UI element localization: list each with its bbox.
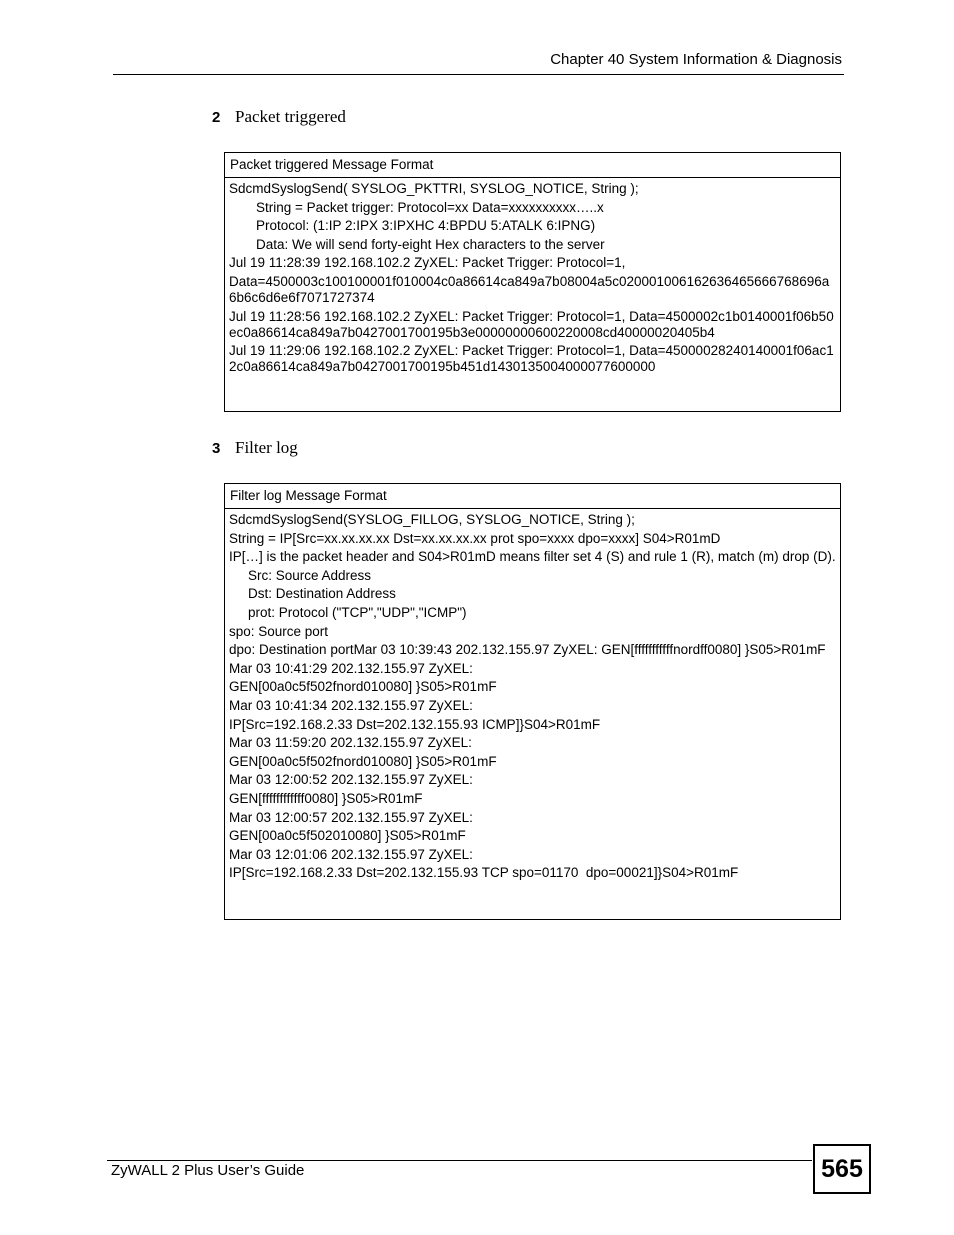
step-number: 3 <box>212 440 221 457</box>
table-line: IP[Src=192.168.2.33 Dst=202.132.155.93 ICMP]}S04>R01mF <box>229 716 601 732</box>
table-line: IP[Src=192.168.2.33 Dst=202.132.155.93 TCP spo=01170 dpo=00021]}S04>R01mF <box>229 865 739 881</box>
table-line: GEN[00a0c5f502010080] }S05>R01mF <box>229 828 466 844</box>
table-line: Data: We will send forty-eight Hex characters to the server <box>256 236 605 252</box>
table-line: String = IP[Src=xx.xx.xx.xx Dst=xx.xx.xx.xx prot spo=xxxx dpo=xxxx] S04>R01mD <box>229 530 721 546</box>
table-line: Mar 03 12:00:52 202.132.155.97 ZyXEL: <box>229 772 473 788</box>
guide-title: ZyWALL 2 Plus User’s Guide <box>111 1162 305 1179</box>
table-line: prot: Protocol ("TCP","UDP","ICMP") <box>248 604 467 620</box>
step-title: Packet triggered <box>235 107 346 126</box>
footer-divider <box>107 1160 812 1161</box>
table-line: GEN[00a0c5f502fnord010080] }S05>R01mF <box>229 679 497 695</box>
page-number: 565 <box>813 1144 871 1194</box>
table-line: Mar 03 11:59:20 202.132.155.97 ZyXEL: <box>229 735 472 751</box>
filter-log-table <box>224 483 841 920</box>
chapter-header: Chapter 40 System Information & Diagnosis <box>550 51 842 68</box>
table-line: Data=4500003c100100001f010004c0a86614ca849a7b08004a5c020001006162636465666768696a6b6c6d6e6f7071727374 <box>229 273 830 305</box>
table-line: Jul 19 11:29:06 192.168.102.2 ZyXEL: Packet Trigger: Protocol=1, Data=45000028240140001f06ac12c0a86614ca849a7b0427001700195b451d1430135004000077600000 <box>229 343 834 375</box>
table-line: Mar 03 10:41:29 202.132.155.97 ZyXEL: <box>229 660 473 676</box>
table-line: Jul 19 11:28:56 192.168.102.2 ZyXEL: Packet Trigger: Protocol=1, Data=4500002c1b0140001f06b50ec0a86614ca849a7b0427001700195b3e00000000600220008cd40000020405b4 <box>229 308 834 340</box>
header-divider <box>113 74 844 75</box>
table-heading: Filter log Message Format <box>225 484 840 509</box>
table-line: GEN[00a0c5f502fnord010080] }S05>R01mF <box>229 753 497 769</box>
table-line: SdcmdSyslogSend( SYSLOG_PKTTRI, SYSLOG_NOTICE, String ); <box>229 181 639 196</box>
packet-triggered-table <box>224 152 841 412</box>
table-line: Mar 03 12:00:57 202.132.155.97 ZyXEL: <box>229 809 473 825</box>
table-line: dpo: Destination portMar 03 10:39:43 202.132.155.97 ZyXEL: GEN[fffffffffffnordff0080] }S05>R01mF <box>229 642 826 658</box>
step-title: Filter log <box>235 438 298 457</box>
step-2-heading <box>212 107 346 127</box>
table-line: String = Packet trigger: Protocol=xx Data=xxxxxxxxxx…..x <box>256 199 604 215</box>
table-heading: Packet triggered Message Format <box>225 153 840 178</box>
table-line: Protocol: (1:IP 2:IPX 3:IPXHC 4:BPDU 5:ATALK 6:IPNG) <box>256 218 596 234</box>
table-body <box>225 509 840 888</box>
table-line: Src: Source Address <box>248 567 372 583</box>
table-line: Mar 03 12:01:06 202.132.155.97 ZyXEL: <box>229 846 473 862</box>
table-line: GEN[ffffffffffff0080] }S05>R01mF <box>229 790 423 806</box>
step-number: 2 <box>212 109 221 126</box>
table-body <box>225 178 840 382</box>
table-line: SdcmdSyslogSend(SYSLOG_FILLOG, SYSLOG_NOTICE, String ); <box>229 512 635 527</box>
table-line: Jul 19 11:28:39 192.168.102.2 ZyXEL: Packet Trigger: Protocol=1, <box>229 255 626 271</box>
table-line: Dst: Destination Address <box>248 586 396 602</box>
table-line: IP[…] is the packet header and S04>R01mD means filter set 4 (S) and rule 1 (R), match (m) drop (D). <box>229 549 836 565</box>
table-line: Mar 03 10:41:34 202.132.155.97 ZyXEL: <box>229 697 473 713</box>
step-3-heading <box>212 438 298 458</box>
table-line: spo: Source port <box>229 623 329 639</box>
